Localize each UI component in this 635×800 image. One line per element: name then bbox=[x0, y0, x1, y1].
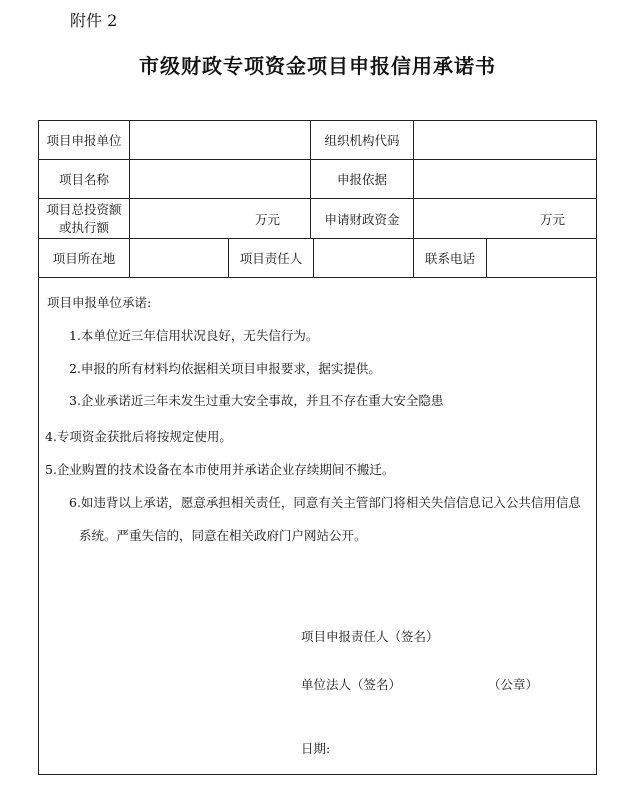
document-title: 市级财政专项资金项目申报信用承诺书 bbox=[139, 54, 496, 78]
label-total-investment bbox=[39, 199, 129, 238]
signature-legal-person: 单位法人（签名） bbox=[301, 677, 402, 692]
field-application-basis[interactable] bbox=[414, 160, 597, 198]
label-total-investment-line1: 项目总投资额 bbox=[46, 201, 122, 217]
commitment-item: 5.企业购置的技术设备在本市使用并承诺企业存续期间不搬迁。 bbox=[45, 462, 395, 477]
field-project-location[interactable] bbox=[130, 239, 228, 277]
label-total-investment-line2: 或执行额 bbox=[58, 219, 109, 235]
official-seal-label: （公章） bbox=[488, 677, 539, 692]
field-requested-funds[interactable] bbox=[414, 199, 597, 238]
commitment-heading: 项目申报单位承诺: bbox=[47, 295, 152, 310]
label-project-owner: 项目责任人 bbox=[239, 251, 303, 266]
label-applicant-unit: 项目申报单位 bbox=[46, 133, 122, 148]
unit-wan-yuan: 万元 bbox=[254, 211, 280, 227]
commitment-item: 6.如违背以上承诺，愿意承担相关责任，同意有关主管部门将相关失信信息记入公共信用信息 bbox=[69, 495, 581, 510]
field-org-code[interactable] bbox=[414, 121, 597, 159]
field-total-investment[interactable] bbox=[130, 199, 310, 238]
commitment-item-continuation: 系统。严重失信的，同意在相关政府门户网站公开。 bbox=[79, 528, 367, 543]
field-project-owner[interactable] bbox=[314, 239, 413, 277]
unit-wan-yuan: 万元 bbox=[539, 211, 565, 227]
field-project-name[interactable] bbox=[130, 160, 310, 198]
label-org-code: 组织机构代码 bbox=[324, 133, 400, 148]
label-project-location: 项目所在地 bbox=[52, 251, 116, 266]
commitment-item: 2.申报的所有材料均依据相关项目申报要求，据实提供。 bbox=[69, 361, 381, 376]
label-requested-funds: 申请财政资金 bbox=[324, 211, 400, 227]
row-divider bbox=[39, 277, 596, 278]
signature-responsible-person: 项目申报责任人（签名） bbox=[301, 629, 439, 644]
commitment-form bbox=[38, 120, 597, 775]
label-application-basis: 申报依据 bbox=[336, 172, 387, 187]
label-project-name: 项目名称 bbox=[58, 172, 109, 187]
commitment-item: 4.专项资金获批后将按规定使用。 bbox=[45, 429, 232, 444]
field-applicant-unit[interactable] bbox=[130, 121, 310, 159]
commitment-item: 1.本单位近三年信用状况良好，无失信行为。 bbox=[69, 328, 319, 343]
label-contact-phone: 联系电话 bbox=[424, 251, 475, 266]
commitment-item: 3.企业承诺近三年未发生过重大安全事故，并且不存在重大安全隐患 bbox=[69, 393, 444, 408]
field-contact-phone[interactable] bbox=[487, 239, 597, 277]
attachment-label: 附件 2 bbox=[70, 11, 118, 30]
date-label: 日期: bbox=[301, 741, 331, 756]
